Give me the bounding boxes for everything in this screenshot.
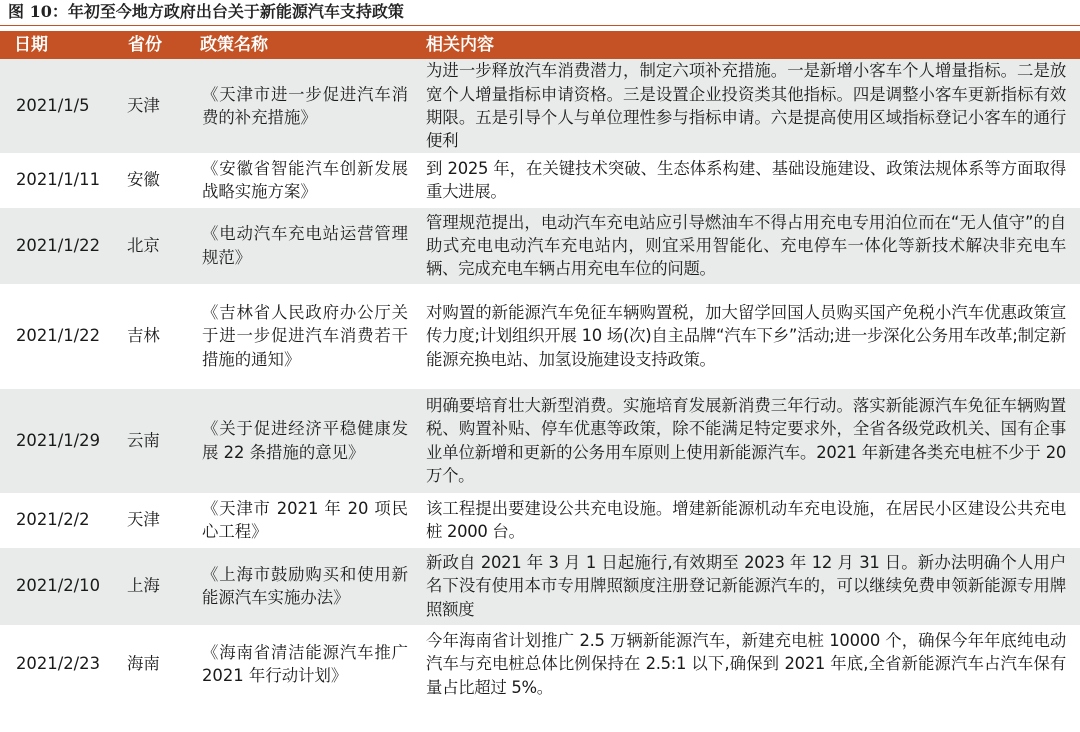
table-header	[0, 31, 1080, 59]
cell-content: 新政自 2021 年 3 月 1 日起施行,有效期至 2023 年 12 月 31 日。新办法明确个人用户名下没有使用本市专用牌照额度注册登记新能源汽车的，可以继续免费申领新能源专用牌照额度	[426, 553, 1066, 619]
cell-date: 2021/1/29	[16, 430, 101, 450]
cell-policy-name: 《海南省清洁能源汽车推广 2021 年行动计划》	[202, 642, 408, 685]
cell-province: 海南	[127, 654, 160, 674]
cell-policy-name: 《电动汽车充电站运营管理规范》	[202, 224, 408, 267]
cell-content: 管理规范提出，电动汽车充电站应引导燃油车不得占用充电专用泊位而在“无人值守”的自助式充电电动汽车充电站内，则宜采用智能化、充电停车一体化等新技术解决非充电车辆、完成充电车辆占用充电车位的问题。	[426, 212, 1066, 279]
cell-province: 北京	[127, 235, 160, 255]
cell-province: 天津	[127, 510, 160, 530]
table-row	[0, 388, 1080, 493]
table-row	[0, 547, 1080, 625]
cell-policy-name: 《安徽省智能汽车创新发展战略实施方案》	[202, 158, 408, 201]
table-row	[0, 284, 1080, 388]
cell-policy-name: 《关于促进经济平稳健康发展 22 条措施的意见》	[202, 419, 408, 462]
policy-table	[0, 31, 1080, 704]
header-date: 日期	[14, 35, 48, 55]
table-row	[0, 493, 1080, 547]
cell-province: 吉林	[127, 326, 160, 346]
cell-policy-name: 《上海市鼓励购买和使用新能源汽车实施办法》	[202, 564, 408, 607]
cell-policy-name: 《天津市 2021 年 20 项民心工程》	[202, 498, 408, 541]
header-policy-name: 政策名称	[200, 35, 268, 55]
cell-content: 明确要培育壮大新型消费。实施培育发展新消费三年行动。落实新能源汽车免征车辆购置税、购置补贴、停车优惠等政策，除不能满足特定要求外，全省各级党政机关、国有企事业单位新增和更新的公务用车原则上使用新能源汽车。2021 年新建各类充电桩不少于 20 万个。	[426, 396, 1066, 485]
cell-content: 为进一步释放汽车消费潜力，制定六项补充措施。一是新增小客车个人增量指标。二是放宽个人增量指标申请资格。三是设置企业投资类其他指标。四是调整小客车更新指标有效期限。五是引导个人与单位理性参与指标申请。六是提高使用区域指标登记小客车的通行便利	[426, 61, 1066, 150]
table-body	[0, 59, 1080, 703]
cell-content: 该工程提出要建设公共充电设施。增建新能源机动车充电设施，在居民小区建设公共充电桩 2000 台。	[426, 498, 1066, 541]
cell-province: 安徽	[127, 170, 160, 190]
table-row	[0, 153, 1080, 207]
cell-content: 到 2025 年，在关键技术突破、生态体系构建、基础设施建设、政策法规体系等方面取得重大进展。	[426, 158, 1066, 201]
cell-date: 2021/2/10	[16, 576, 101, 596]
cell-date: 2021/1/11	[16, 170, 101, 190]
cell-province: 云南	[127, 430, 160, 450]
cell-date: 2021/1/22	[16, 326, 101, 346]
cell-date: 2021/1/5	[16, 96, 90, 116]
table-row	[0, 59, 1080, 153]
figure-caption: 图 10：年初至今地方政府出台关于新能源汽车支持政策	[8, 2, 404, 21]
header-province: 省份	[128, 35, 162, 55]
cell-policy-name: 《吉林省人民政府办公厅关于进一步促进汽车消费若干措施的通知》	[202, 303, 408, 369]
caption-rule	[0, 25, 1080, 26]
cell-date: 2021/1/22	[16, 235, 101, 255]
table-row	[0, 625, 1080, 703]
cell-policy-name: 《天津市进一步促进汽车消费的补充措施》	[202, 84, 408, 127]
cell-province: 天津	[127, 96, 160, 116]
table-row	[0, 207, 1080, 284]
header-content: 相关内容	[426, 35, 494, 55]
cell-content: 今年海南省计划推广 2.5 万辆新能源汽车，新建充电桩 10000 个，确保今年年底纯电动汽车与充电桩总体比例保持在 2.5:1 以下,确保到 2021 年底,全省新能源汽车占汽车保有量占比超过 5%。	[426, 631, 1066, 697]
cell-province: 上海	[127, 576, 160, 596]
cell-content: 对购置的新能源汽车免征车辆购置税，加大留学回国人员购买国产免税小汽车优惠政策宣传力度;计划组织开展 10 场(次)自主品牌“汽车下乡”活动;进一步深化公务用车改革;制定新能源充换电站、加氢设施建设支持政策。	[426, 303, 1066, 369]
cell-date: 2021/2/2	[16, 510, 90, 530]
cell-date: 2021/2/23	[16, 654, 101, 674]
